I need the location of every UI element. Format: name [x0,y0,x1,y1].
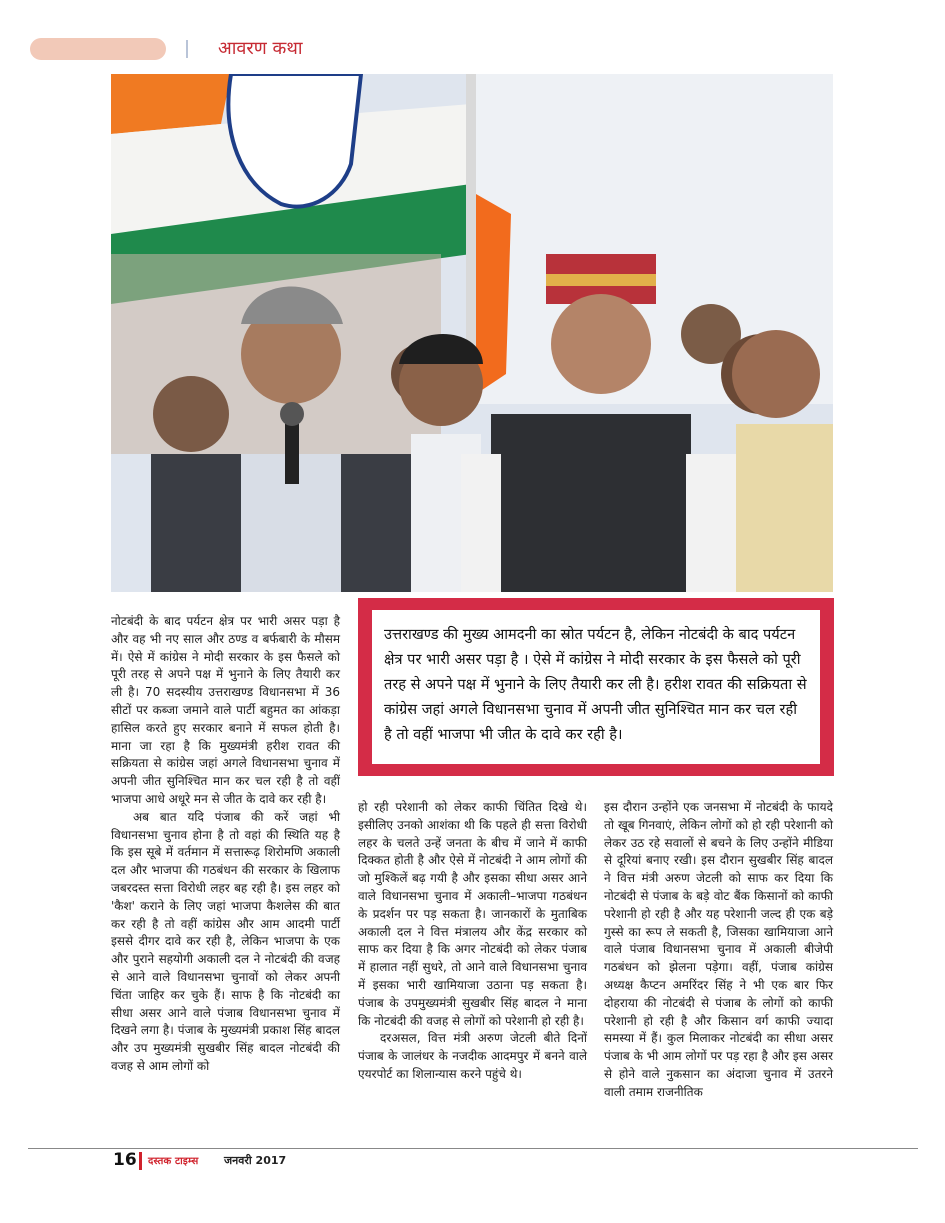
header-separator [186,40,188,58]
header-decorative-pill [30,38,166,60]
article-column-3 [604,799,833,1102]
footer-bar [139,1152,142,1170]
cover-photo [111,74,833,592]
rally-photo-icon [111,74,833,592]
article-column-2 [358,799,587,1084]
issue-date: जनवरी 2017 [224,1154,287,1167]
pull-quote-text: उत्तराखण्ड की मुख्य आमदनी का स्रोत पर्यटन है, लेकिन नोटबंदी के बाद पर्यटन क्षेत्र पर भारी असर पड़ा है । ऐसे में कांग्रेस ने मोदी सरकार के इस फैसले को पूरी तरह से अपने पक्ष में भुनाने के लिए तैयारी कर ली है। हरीश रावत की सक्रियता से कांग्रेस जहां अगले विधानसभा चुनाव में अपनी जीत सुनिश्चित मान कर चल रही है तो वहीं भाजपा भी जीत के दावे कर रही है। [372,610,820,764]
footer-rule [28,1148,918,1149]
magazine-logo: दस्तक टाइम्स [148,1156,199,1167]
paragraph: नोटबंदी के बाद पर्यटन क्षेत्र पर भारी असर पड़ा है और वह भी नए साल और ठण्ड व बर्फबारी के मौसम में। ऐसे में कांग्रेस ने मोदी सरकार के इस फैसले को पूरी तरह से अपने पक्ष में भुनाने के लिए तैयारी कर ली है। 70 सदस्यीय उत्तराखण्ड विधानसभा में 36 सीटों पर कब्जा जमाने वाले पार्टी बहुमत का आंकड़ा हासिल करते हुए सरकार बनाने में सफल होती है। माना जा रहा है कि मुख्यमंत्री हरीश रावत की सक्रियता से कांग्रेस जहां अगले विधानसभा चुनाव में अपनी जीत सुनिश्चित मान कर चल रही है तो वहीं भाजपा आधे अधूरे मन से जीत के दावे कर रही है। [111,614,340,806]
paragraph: हो रही परेशानी को लेकर काफी चिंतित दिखे थे। इसीलिए उनको आशंका थी कि पहले ही सत्ता विरोधी लहर के चलते उन्हें जनता के बीच में जाने में काफी दिक्कत होती है और ऐसे में नोटबंदी ने आम लोगों की जो मुश्किलें बढ़ गयी है और इसका सीधा असर आने वाले विधानसभा चुनाव में अकाली–भाजपा गठबंधन के प्रदर्शन पर पड़ सकता है। जानकारों के मुताबिक अकाली दल ने वित्त मंत्रालय और केंद्र सरकार को साफ कर दिया है कि अगर नोटबंदी को लेकर पंजाब में हालात नहीं सुधरे, तो आने वाले विधानसभा चुनाव में इसका भारी खामियाजा उठाना पड़ सकता है। पंजाब के उपमुख्यमंत्री सुखबीर सिंह बादल ने माना कि नोटबंदी की वजह से लोगों को परेशानी हो रही है। [358,800,587,1028]
section-title: आवरण कथा [218,38,303,59]
pull-quote-box [358,598,834,776]
page-number: 16 [113,1150,137,1170]
article-column-1 [111,613,340,1076]
paragraph: इस दौरान उन्होंने एक जनसभा में नोटबंदी के फायदे तो खूब गिनवाएं, लेकिन लोगों को हो रही परेशानी को लेकर उठ रहे सवालों से बचने के लिए उन्होंने मीडिया से दूरियां बनाए रखी। इस दौरान सुखबीर सिंह बादल ने वित्त मंत्री अरुण जेटली को साफ कर दिया कि नोटबंदी से पंजाब के बड़े वोट बैंक किसानों को काफी परेशानी हो रही है और यह परेशानी जल्द ही एक बड़े गुस्से का रूप ले सकती है, जिसका खामियाजा आने वाले पंजाब विधानसभा चुनाव में अकाली बीजेपी गठबंधन को झेलना पड़ेगा। वहीं, पंजाब कांग्रेस अध्यक्ष कैप्टन अमरिंदर सिंह ने भी एक बार फिर दोहराया की नोटबंदी से पंजाब के लोगों को काफी परेशानी हो रही है और किसान वर्ग काफी ज्यादा समस्या में हैं। कुल मिलाकर नोटबंदी का सीधा असर पंजाब के भी आम लोगों पर पड़ रहा है और इस असर से होने वाले नुकसान का अंदाजा चुनाव में उतरने वाली तमाम राजनीतिक [604,800,833,1099]
paragraph: दरअसल, वित्त मंत्री अरुण जेटली बीते दिनों पंजाब के जालंधर के नजदीक आदमपुर में बनने वाले एयरपोर्ट का शिलान्यास करने पहुंचे थे। [358,1031,587,1081]
paragraph: अब बात यदि पंजाब की करें जहां भी विधानसभा चुनाव होना है तो वहां की स्थिति यह है कि इस सूबे में वर्तमान में सत्तारूढ़ शिरोमणि अकाली दल और भाजपा की गठबंधन की सरकार के खिलाफ जबरदस्त सत्ता विरोधी लहर बह रही है। इस लहर को 'कैश' कराने के लिए जहां भाजपा कैशलेस की बात कर रही है तो वहीं कांग्रेस और आम आदमी पार्टी इससे दीगर दावे कर रही है, लेकिन भाजपा के एक और पुराने सहयोगी अकाली दल ने नोटबंदी की वजह से आने वाले विधानसभा चुनावों को लेकर अपनी चिंता जाहिर कर चुके हैं। साफ है कि नोटबंदी का सीधा असर आने वाले पंजाब विधानसभा चुनाव में दिखने लगा है। पंजाब के मुख्यमंत्री प्रकाश सिंह बादल और उप मुख्यमंत्री सुखबीर सिंह बादल नोटबंदी की वजह से आम लोगों को [111,809,340,1073]
